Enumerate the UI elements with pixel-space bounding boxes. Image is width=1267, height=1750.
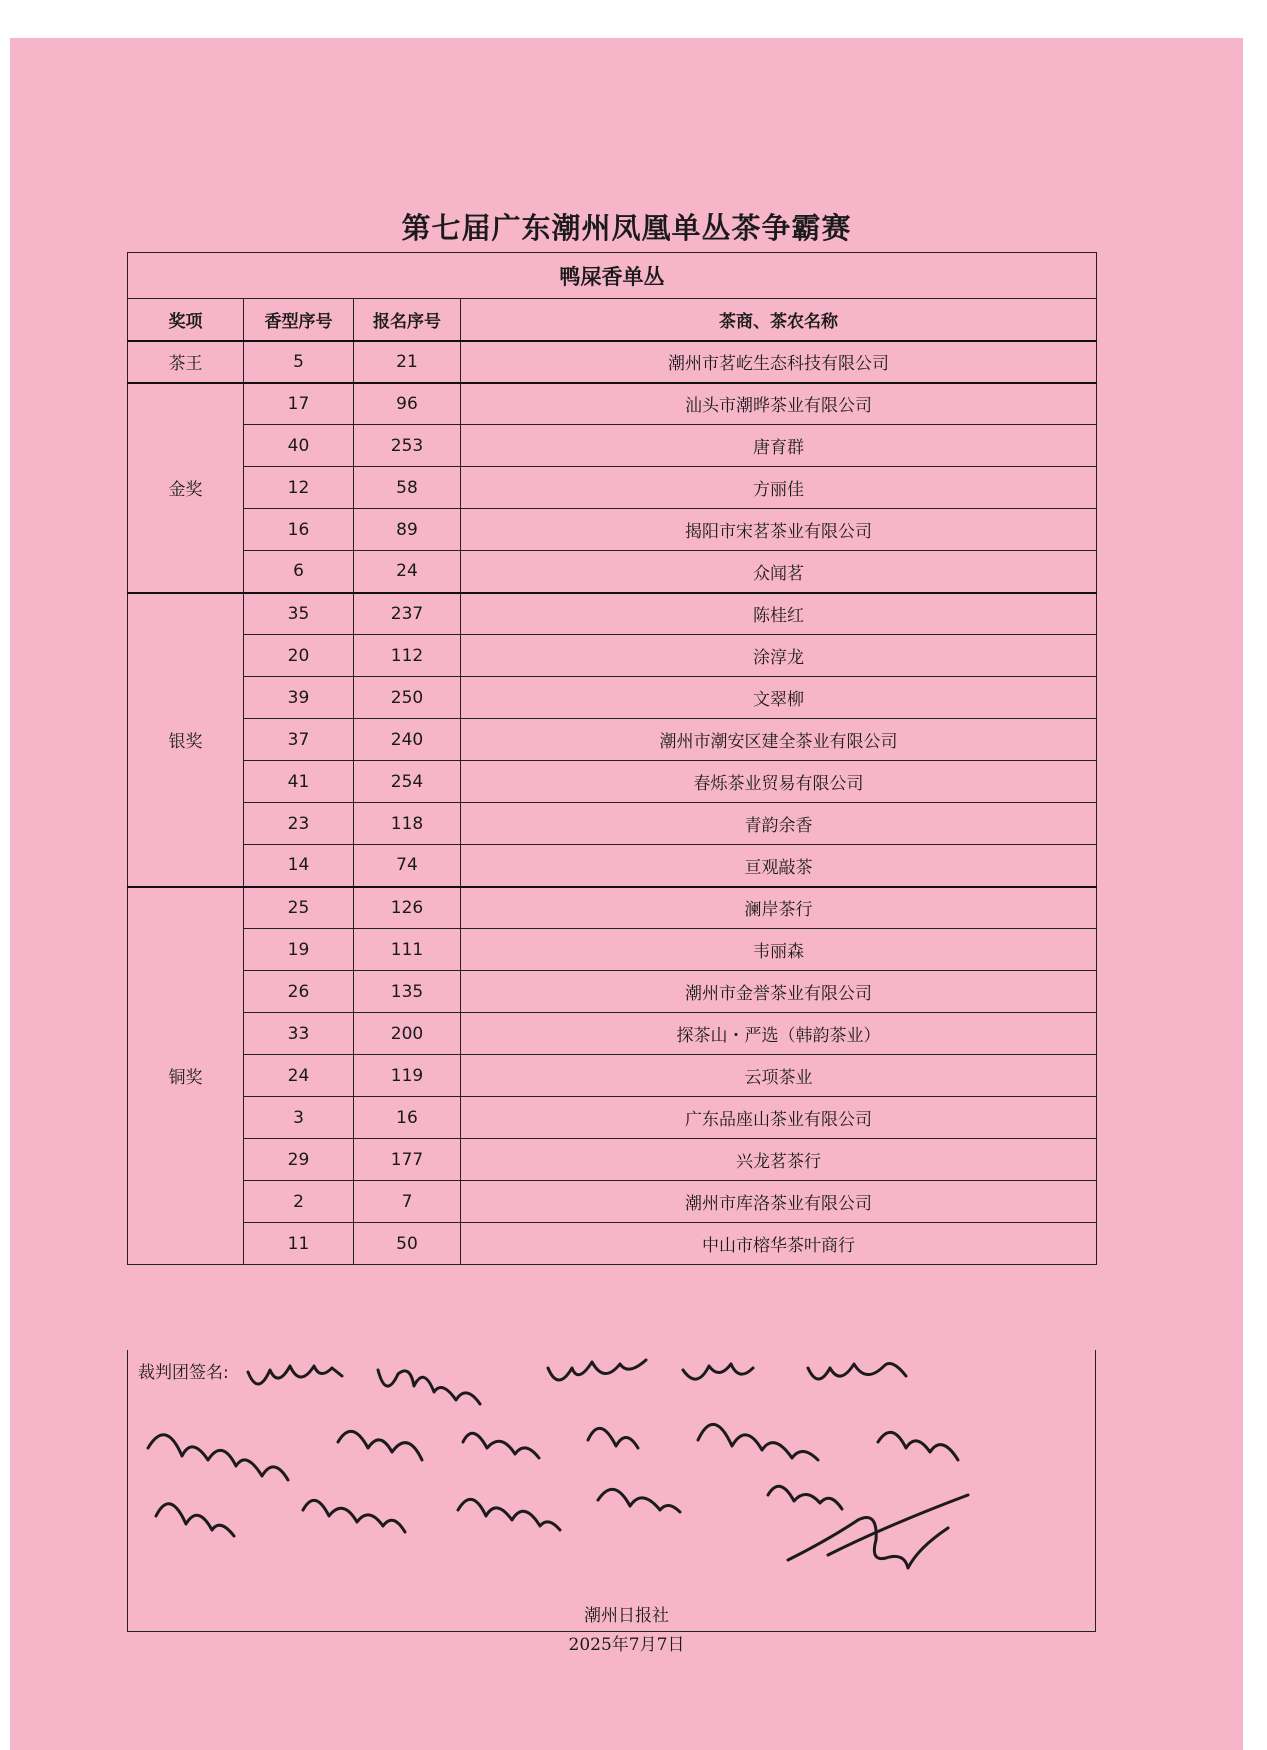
column-header: 茶商、茶农名称 (461, 299, 1097, 341)
table-row (128, 593, 1097, 635)
column-header: 报名序号 (354, 299, 461, 341)
fragrance-number-cell: 11 (244, 1223, 354, 1265)
fragrance-number-cell: 25 (244, 887, 354, 929)
column-header: 奖项 (128, 299, 244, 341)
fragrance-number-cell: 6 (244, 551, 354, 593)
fragrance-number-cell: 17 (244, 383, 354, 425)
participant-name-cell: 潮州市库洛茶业有限公司 (461, 1181, 1097, 1223)
participant-name-cell: 汕头市潮晔茶业有限公司 (461, 383, 1097, 425)
entry-number-cell: 24 (354, 551, 461, 593)
entry-number-cell: 253 (354, 425, 461, 467)
participant-name-cell: 众闻茗 (461, 551, 1097, 593)
fragrance-number-cell: 24 (244, 1055, 354, 1097)
participant-name-cell: 潮州市潮安区建全茶业有限公司 (461, 719, 1097, 761)
table-row (128, 887, 1097, 929)
fragrance-number-cell: 12 (244, 467, 354, 509)
entry-number-cell: 240 (354, 719, 461, 761)
entry-number-cell: 118 (354, 803, 461, 845)
award-cell: 茶王 (128, 341, 244, 383)
table-row (128, 803, 1097, 845)
table-row (128, 719, 1097, 761)
fragrance-number-cell: 16 (244, 509, 354, 551)
entry-number-cell: 74 (354, 845, 461, 887)
results-body (128, 341, 1097, 1265)
participant-name-cell: 广东品座山茶业有限公司 (461, 1097, 1097, 1139)
table-row (128, 929, 1097, 971)
fragrance-number-cell: 3 (244, 1097, 354, 1139)
header-row (128, 299, 1097, 341)
participant-name-cell: 方丽佳 (461, 467, 1097, 509)
fragrance-number-cell: 26 (244, 971, 354, 1013)
participant-name-cell: 探茶山・严选（韩韵茶业） (461, 1013, 1097, 1055)
table-row (128, 1055, 1097, 1097)
fragrance-number-cell: 5 (244, 341, 354, 383)
table-row (128, 509, 1097, 551)
fragrance-number-cell: 33 (244, 1013, 354, 1055)
table-row (128, 341, 1097, 383)
fragrance-number-cell: 29 (244, 1139, 354, 1181)
table-row (128, 1181, 1097, 1223)
participant-name-cell: 中山市榕华茶叶商行 (461, 1223, 1097, 1265)
fragrance-number-cell: 23 (244, 803, 354, 845)
document-title: 第七届广东潮州凤凰单丛茶争霸赛 (401, 211, 852, 245)
fragrance-number-cell: 14 (244, 845, 354, 887)
entry-number-cell: 119 (354, 1055, 461, 1097)
participant-name-cell: 唐育群 (461, 425, 1097, 467)
entry-number-cell: 7 (354, 1181, 461, 1223)
entry-number-cell: 200 (354, 1013, 461, 1055)
signature-panel (127, 1350, 1096, 1632)
fragrance-number-cell: 39 (244, 677, 354, 719)
table-row (128, 1139, 1097, 1181)
entry-number-cell: 58 (354, 467, 461, 509)
paper-sheet (10, 38, 1243, 1750)
fragrance-number-cell: 40 (244, 425, 354, 467)
participant-name-cell: 潮州市金誉茶业有限公司 (461, 971, 1097, 1013)
handwritten-signatures (128, 1350, 1097, 1632)
participant-name-cell: 亘观敲茶 (461, 845, 1097, 887)
fragrance-number-cell: 41 (244, 761, 354, 803)
fragrance-number-cell: 19 (244, 929, 354, 971)
table-row (128, 425, 1097, 467)
table-row (128, 1013, 1097, 1055)
entry-number-cell: 21 (354, 341, 461, 383)
entry-number-cell: 177 (354, 1139, 461, 1181)
category-title: 鸭屎香单丛 (128, 253, 1097, 299)
table-row (128, 551, 1097, 593)
entry-number-cell: 16 (354, 1097, 461, 1139)
participant-name-cell: 澜岸茶行 (461, 887, 1097, 929)
signature-label: 裁判团签名: (138, 1363, 229, 1383)
participant-name-cell: 春烁茶业贸易有限公司 (461, 761, 1097, 803)
fragrance-number-cell: 20 (244, 635, 354, 677)
participant-name-cell: 韦丽森 (461, 929, 1097, 971)
results-table (127, 252, 1097, 1265)
entry-number-cell: 50 (354, 1223, 461, 1265)
table-row (128, 1097, 1097, 1139)
participant-name-cell: 涂淳龙 (461, 635, 1097, 677)
participant-name-cell: 陈桂红 (461, 593, 1097, 635)
entry-number-cell: 250 (354, 677, 461, 719)
participant-name-cell: 文翠柳 (461, 677, 1097, 719)
fragrance-number-cell: 35 (244, 593, 354, 635)
table-row (128, 761, 1097, 803)
entry-number-cell: 126 (354, 887, 461, 929)
entry-number-cell: 135 (354, 971, 461, 1013)
participant-name-cell: 青韵余香 (461, 803, 1097, 845)
table-row (128, 383, 1097, 425)
entry-number-cell: 112 (354, 635, 461, 677)
table-row (128, 677, 1097, 719)
award-cell: 铜奖 (128, 887, 244, 1265)
entry-number-cell: 111 (354, 929, 461, 971)
footer-organization: 潮州日报社 (584, 1606, 669, 1626)
participant-name-cell: 云项茶业 (461, 1055, 1097, 1097)
entry-number-cell: 89 (354, 509, 461, 551)
participant-name-cell: 潮州市茗屹生态科技有限公司 (461, 341, 1097, 383)
award-cell: 银奖 (128, 593, 244, 887)
table-row (128, 467, 1097, 509)
column-header: 香型序号 (244, 299, 354, 341)
table-row (128, 635, 1097, 677)
award-cell: 金奖 (128, 383, 244, 593)
table-row (128, 845, 1097, 887)
fragrance-number-cell: 2 (244, 1181, 354, 1223)
entry-number-cell: 254 (354, 761, 461, 803)
participant-name-cell: 兴龙茗茶行 (461, 1139, 1097, 1181)
fragrance-number-cell: 37 (244, 719, 354, 761)
participant-name-cell: 揭阳市宋茗茶业有限公司 (461, 509, 1097, 551)
entry-number-cell: 96 (354, 383, 461, 425)
entry-number-cell: 237 (354, 593, 461, 635)
table-row (128, 971, 1097, 1013)
footer-date: 2025年7月7日 (568, 1635, 685, 1655)
table-row (128, 1223, 1097, 1265)
